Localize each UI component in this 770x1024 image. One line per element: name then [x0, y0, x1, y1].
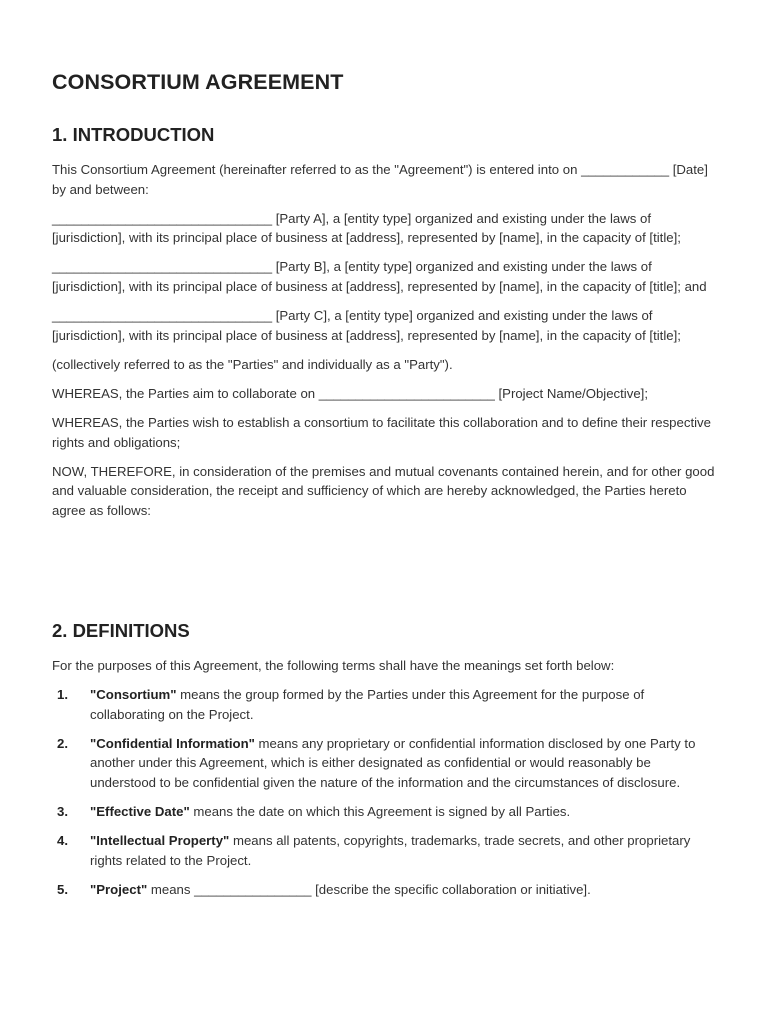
- definition-number: 2.: [57, 735, 68, 751]
- definitions-intro: For the purposes of this Agreement, the following terms shall have the meanings set forth below:: [52, 658, 615, 673]
- definition-number: 4.: [57, 833, 68, 849]
- definition-number: 1.: [57, 687, 68, 703]
- definition-number: 3.: [57, 804, 68, 820]
- party-c-paragraph: ______________________________ [Party C], a [entity type] organized and existing under the laws of [jurisdiction], with its principal place of business at [address], represented by [name], in the capacity of [title];: [52, 308, 681, 343]
- definition-item: [52, 831, 720, 870]
- whereas-paragraph-2: WHEREAS, the Parties wish to establish a consortium to facilitate this collaboration and to define their respective rights and obligations;: [52, 414, 711, 450]
- party-b-paragraph: ______________________________ [Party B], a [entity type] organized and existing under the laws of [jurisdiction], with its principal place of business at [address], represented by [name], in the capacity of [title]; and: [52, 259, 707, 294]
- collective-reference-paragraph: (collectively referred to as the "Parties" and individually as a "Party").: [52, 356, 453, 372]
- definition-item: [52, 734, 720, 793]
- definition-term: "Consortium": [90, 687, 177, 703]
- section-heading-introduction: 1. INTRODUCTION: [52, 124, 215, 145]
- now-therefore-paragraph: NOW, THEREFORE, in consideration of the premises and mutual covenants contained herein, and for other good and valuable consideration, the receipt and sufficiency of which are hereby acknowledged, the Parties hereto agree as follows:: [52, 463, 715, 518]
- definition-number: 5.: [57, 881, 68, 897]
- definition-text: means all patents, copyrights, trademarks, trade secrets, and other proprietary rights related to the Project.: [90, 833, 691, 868]
- definition-term: "Confidential Information": [90, 735, 255, 751]
- definition-item: [52, 880, 720, 900]
- definition-text: means ________________ [describe the specific collaboration or initiative].: [147, 881, 591, 897]
- party-a-paragraph: ______________________________ [Party A], a [entity type] organized and existing under the laws of [jurisdiction], with its principal place of business at [address], represented by [name], in the capacity of [title];: [52, 210, 681, 246]
- introduction-body: [52, 160, 720, 530]
- definitions-list: [52, 685, 720, 899]
- definition-term: "Intellectual Property": [90, 833, 230, 849]
- section-heading-definitions: 2. DEFINITIONS: [52, 620, 190, 641]
- definitions-body: [52, 656, 720, 909]
- document-title: CONSORTIUM AGREEMENT: [52, 70, 344, 94]
- definition-term: "Project": [90, 881, 148, 897]
- definition-term: "Effective Date": [90, 804, 190, 820]
- intro-paragraph: This Consortium Agreement (hereinafter referred to as the "Agreement") is entered into on ____________ [Date] by and between:: [52, 162, 708, 197]
- definition-text: means the group formed by the Parties under this Agreement for the purpose of collaborating on the Project.: [90, 687, 645, 722]
- definition-text: means the date on which this Agreement is signed by all Parties.: [189, 804, 571, 820]
- definition-item: [52, 685, 720, 724]
- definition-text: means any proprietary or confidential information disclosed by one Party to another under this Agreement, which is either designated as confidential or would reasonably be understood to be confidential given the nature of the information and the circumstances of disclosure.: [90, 735, 696, 790]
- definition-item: [52, 802, 720, 822]
- whereas-paragraph-1: WHEREAS, the Parties aim to collaborate on ________________________ [Project Name/Objective];: [52, 385, 648, 401]
